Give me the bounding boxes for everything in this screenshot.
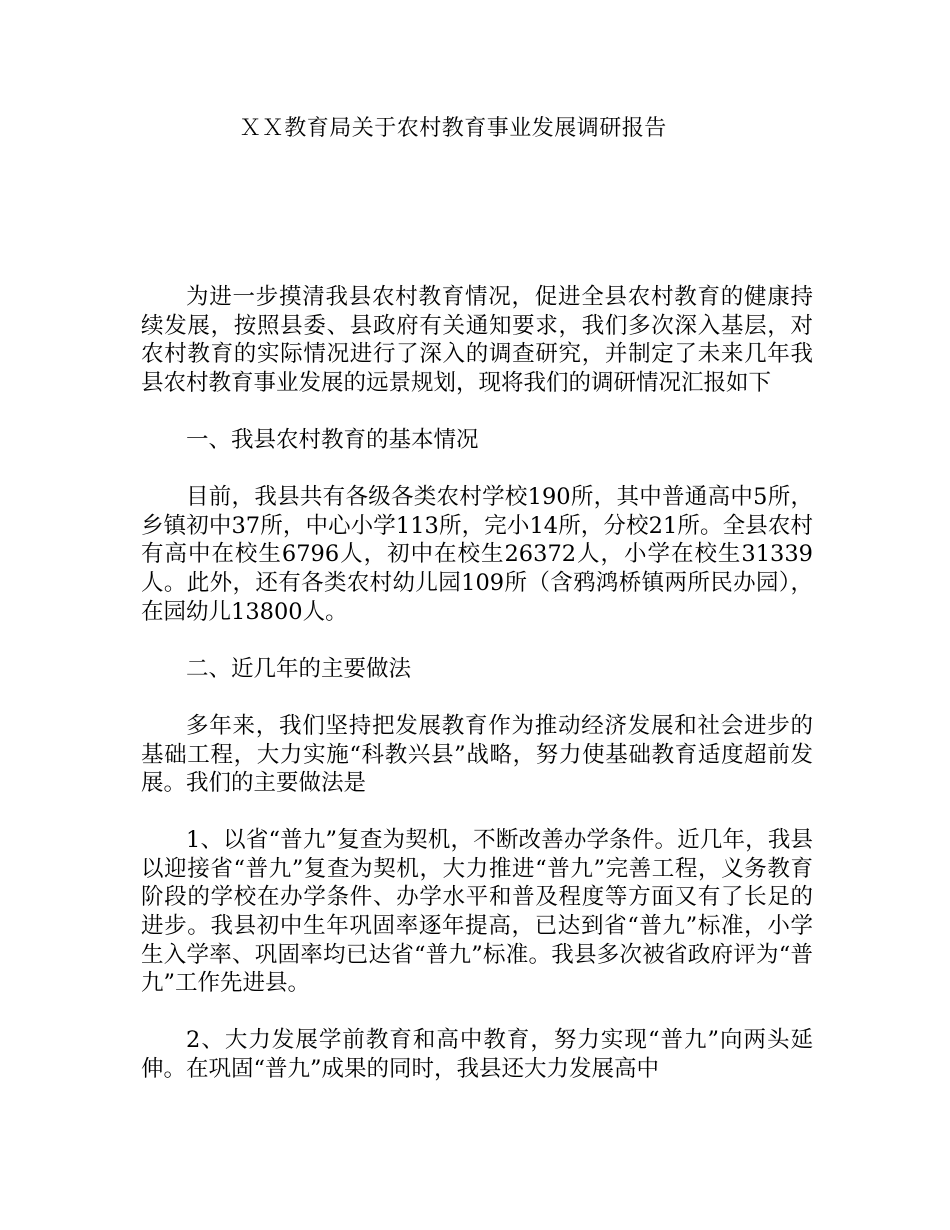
paragraph-main-practices: 多年来，我们坚持把发展教育作为推动经济发展和社会进步的基础工程，大力实施“科教兴县”战略，努力使基础教育适度超前发展。我们的主要做法是 — [141, 712, 813, 797]
paragraph-practice-2: 2、大力发展学前教育和高中教育，努力实现“普九”向两头延伸。在巩固“普九”成果的同时，我县还大力发展高中 — [141, 1027, 813, 1083]
section-heading-basic-situation: 一、我县农村教育的基本情况 — [186, 426, 479, 453]
section-heading-main-practices: 二、近几年的主要做法 — [186, 655, 412, 682]
paragraph-basic-situation: 目前，我县共有各级各类农村学校190所，其中普通高中5所，乡镇初中37所，中心小学113所，完小14所，分校21所。全县农村有高中在校生6796人，初中在校生26372人，小学在校生31339人。此外，还有各类农村幼儿园109所（含鸦鸿桥镇两所民办园），在园幼儿13800人。 — [141, 484, 813, 625]
document-title: ＸＸ教育局关于农村教育事业发展调研报告 — [239, 116, 667, 141]
paragraph-intro: 为进一步摸清我县农村教育情况，促进全县农村教育的健康持续发展，按照县委、县政府有关通知要求，我们多次深入基层，对农村教育的实际情况进行了深入的调查研究，并制定了未来几年我县农村教育事业发展的远景规划，现将我们的调研情况汇报如下 — [141, 284, 813, 396]
paragraph-practice-1: 1、以省“普九”复查为契机，不断改善办学条件。近几年，我县以迎接省“普九”复查为契机，大力推进“普九”完善工程，义务教育阶段的学校在办学条件、办学水平和普及程度等方面又有了长足的进步。我县初中生年巩固率逐年提高，已达到省“普九”标准，小学生入学率、巩固率均已达省“普九”标准。我县多次被省政府评为“普九”工作先进县。 — [141, 827, 813, 997]
document-body — [141, 283, 813, 1112]
